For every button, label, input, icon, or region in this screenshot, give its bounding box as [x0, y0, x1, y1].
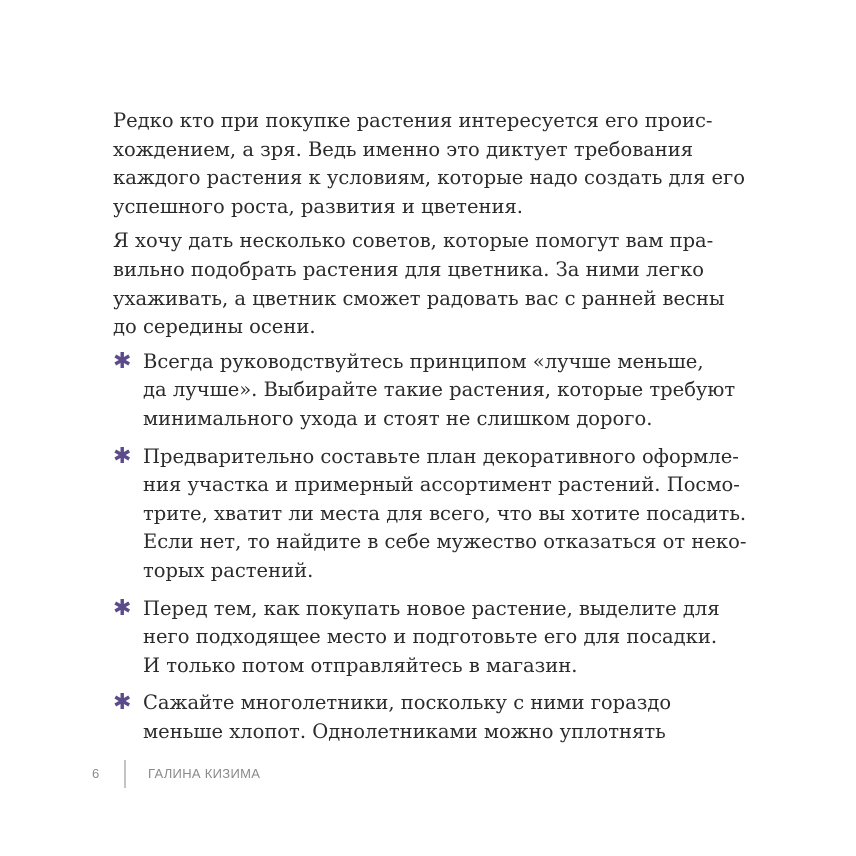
text-line: каждого растения к условиям, которые надо создать для его — [113, 166, 745, 190]
text-line: Предварительно составьте план декоративного оформле- — [143, 444, 739, 468]
text-line: минимального ухода и стоят не слишком дорого. — [143, 406, 653, 430]
text-line: Всегда руководствуйтесь принципом «лучше меньше, — [143, 349, 704, 373]
bullet-item — [113, 595, 773, 681]
text-line: И только потом отправляйтесь в магазин. — [143, 653, 578, 677]
text-line: него подходящее место и подготовьте его для посадки. — [143, 625, 718, 649]
asterisk-bullet-icon: ✱ — [113, 595, 132, 621]
text-line: торых растений. — [143, 558, 314, 582]
text-line: вильно подобрать растения для цветника. За ними легко — [113, 257, 705, 281]
bullet-item — [113, 443, 773, 586]
body-text — [113, 107, 773, 755]
bullet-item — [113, 689, 773, 746]
text-line: хождением, а зря. Ведь именно это диктует требования — [113, 137, 694, 161]
asterisk-bullet-icon: ✱ — [113, 348, 132, 374]
bullet-item — [113, 348, 773, 434]
author-name: ГАЛИНА КИЗИМА — [148, 766, 261, 781]
page-footer — [0, 760, 856, 790]
page-number: 6 — [92, 766, 100, 781]
text-line: меньше хлопот. Однолетниками можно уплотнять — [143, 719, 666, 743]
footer-divider — [124, 760, 126, 788]
text-line: Перед тем, как покупать новое растение, выделите для — [143, 596, 720, 620]
text-line: Редко кто при покупке растения интересуется его проис- — [113, 109, 713, 132]
text-line: ния участка и примерный ассортимент растений. Посмо- — [143, 473, 740, 497]
paragraph-advice-intro — [113, 227, 773, 341]
text-line: Если нет, то найдите в себе мужество отказаться от неко- — [143, 530, 747, 554]
text-line: Сажайте многолетники, поскольку с ними гораздо — [143, 691, 672, 715]
text-line: трите, хватит ли места для всего, что вы хотите посадить. — [143, 501, 747, 525]
asterisk-bullet-icon: ✱ — [113, 443, 132, 469]
text-line: Я хочу дать несколько советов, которые помогут вам пра- — [113, 229, 714, 253]
text-line: до середины осени. — [113, 315, 316, 339]
asterisk-bullet-icon: ✱ — [113, 690, 132, 716]
text-line: ухаживать, а цветник сможет радовать вас с ранней весны — [113, 286, 725, 310]
paragraph-intro — [113, 107, 773, 221]
text-line: да лучше». Выбирайте такие растения, которые требуют — [143, 378, 736, 402]
text-line: успешного роста, развития и цветения. — [113, 194, 523, 218]
